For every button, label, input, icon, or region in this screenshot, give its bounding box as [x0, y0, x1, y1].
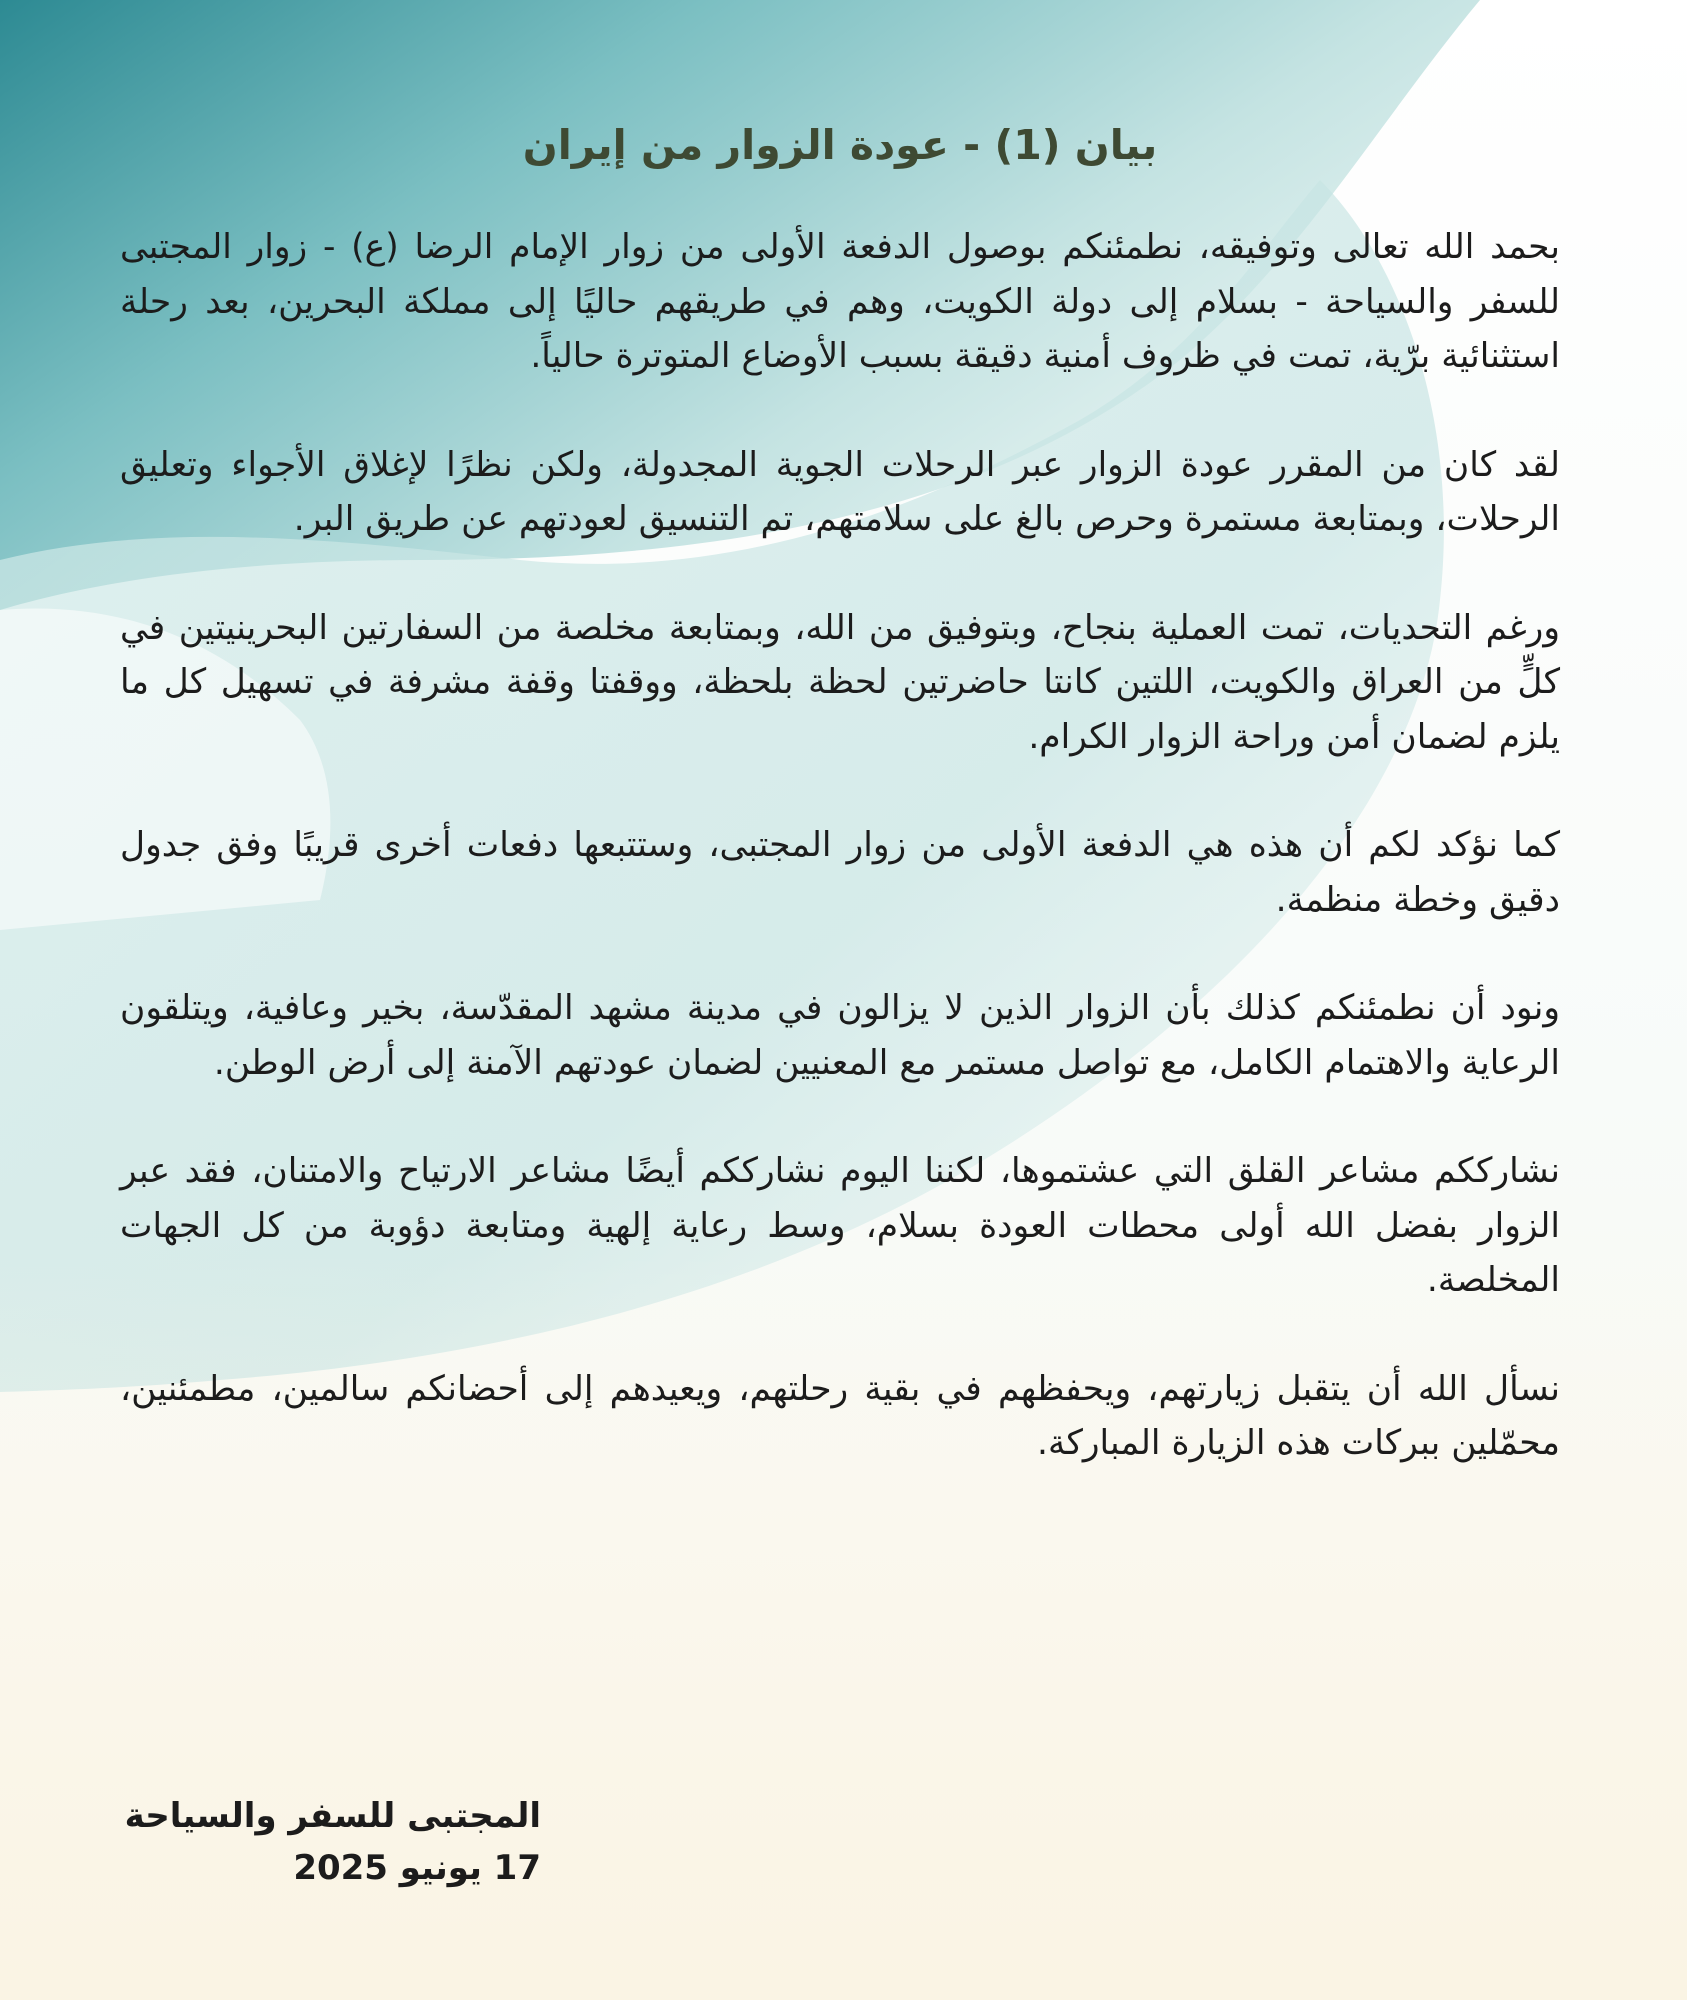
paragraph-3: ورغم التحديات، تمت العملية بنجاح، وبتوفيق من الله، وبمتابعة مخلصة من السفارتين البحرينيتين في كلٍّ من العراق والكويت، اللتين كانتا حاضرتين لحظة بلحظة، ووقفتا وقفة مشرفة في تسهيل كل ما يلزم لضمان أمن وراحة الزوار الكرام. [120, 607, 1560, 757]
paragraph-7: نسأل الله أن يتقبل زيارتهم، ويحفظهم في بقية رحلتهم، ويعيدهم إلى أحضانكم سالمين، مطمئنين، محمّلين ببركات هذه الزيارة المباركة. [120, 1368, 1560, 1463]
statement-title: بيان (1) - عودة الزوار من إيران [522, 121, 1158, 169]
paragraph-6: نشارككم مشاعر القلق التي عشتموها، لكننا اليوم نشارككم أيضًا مشاعر الارتياح والامتنان، فقد عبر الزوار بفضل الله أولى محطات العودة بسلام، وسط رعاية إلهية ومتابعة دؤوبة من كل الجهات المخلصة. [120, 1151, 1560, 1300]
paragraph-2: لقد كان من المقرر عودة الزوار عبر الرحلات الجوية المجدولة، ولكن نظرًا لإغلاق الأجواء وتعليق الرحلات، وبمتابعة مستمرة وحرص بالغ على سلامتهم، تم التنسيق لعودتهم عن طريق البر. [120, 444, 1560, 539]
paragraph-1: بحمد الله تعالى وتوفيقه، نطمئنكم بوصول الدفعة الأولى من زوار الإمام الرضا (ع) - زوار المجتبى للسفر والسياحة - بسلام إلى دولة الكويت، وهم في طريقهم حاليًا إلى مملكة البحرين، بعد رحلة استثنائية برّية، تمت في ظروف أمنية دقيقة بسبب الأوضاع المتوترة حالياً. [120, 227, 1560, 376]
paragraph-5: ونود أن نطمئنكم كذلك بأن الزوار الذين لا يزالون في مدينة مشهد المقدّسة، بخير وعافية، ويتلقون الرعاية والاهتمام الكامل، مع تواصل مستمر مع المعنيين لضمان عودتهم الآمنة إلى أرض الوطن. [120, 988, 1560, 1083]
paragraph-4: كما نؤكد لكم أن هذه هي الدفعة الأولى من زوار المجتبى، وستتبعها دفعات أخرى قريبًا وفق جدول دقيق وخطة منظمة. [120, 825, 1560, 920]
signature-block [125, 1790, 541, 1894]
signature-date: 17 يونيو 2025 [293, 1848, 541, 1888]
signature-organization: المجتبى للسفر والسياحة [124, 1796, 541, 1836]
statement-document [120, 110, 1560, 1525]
